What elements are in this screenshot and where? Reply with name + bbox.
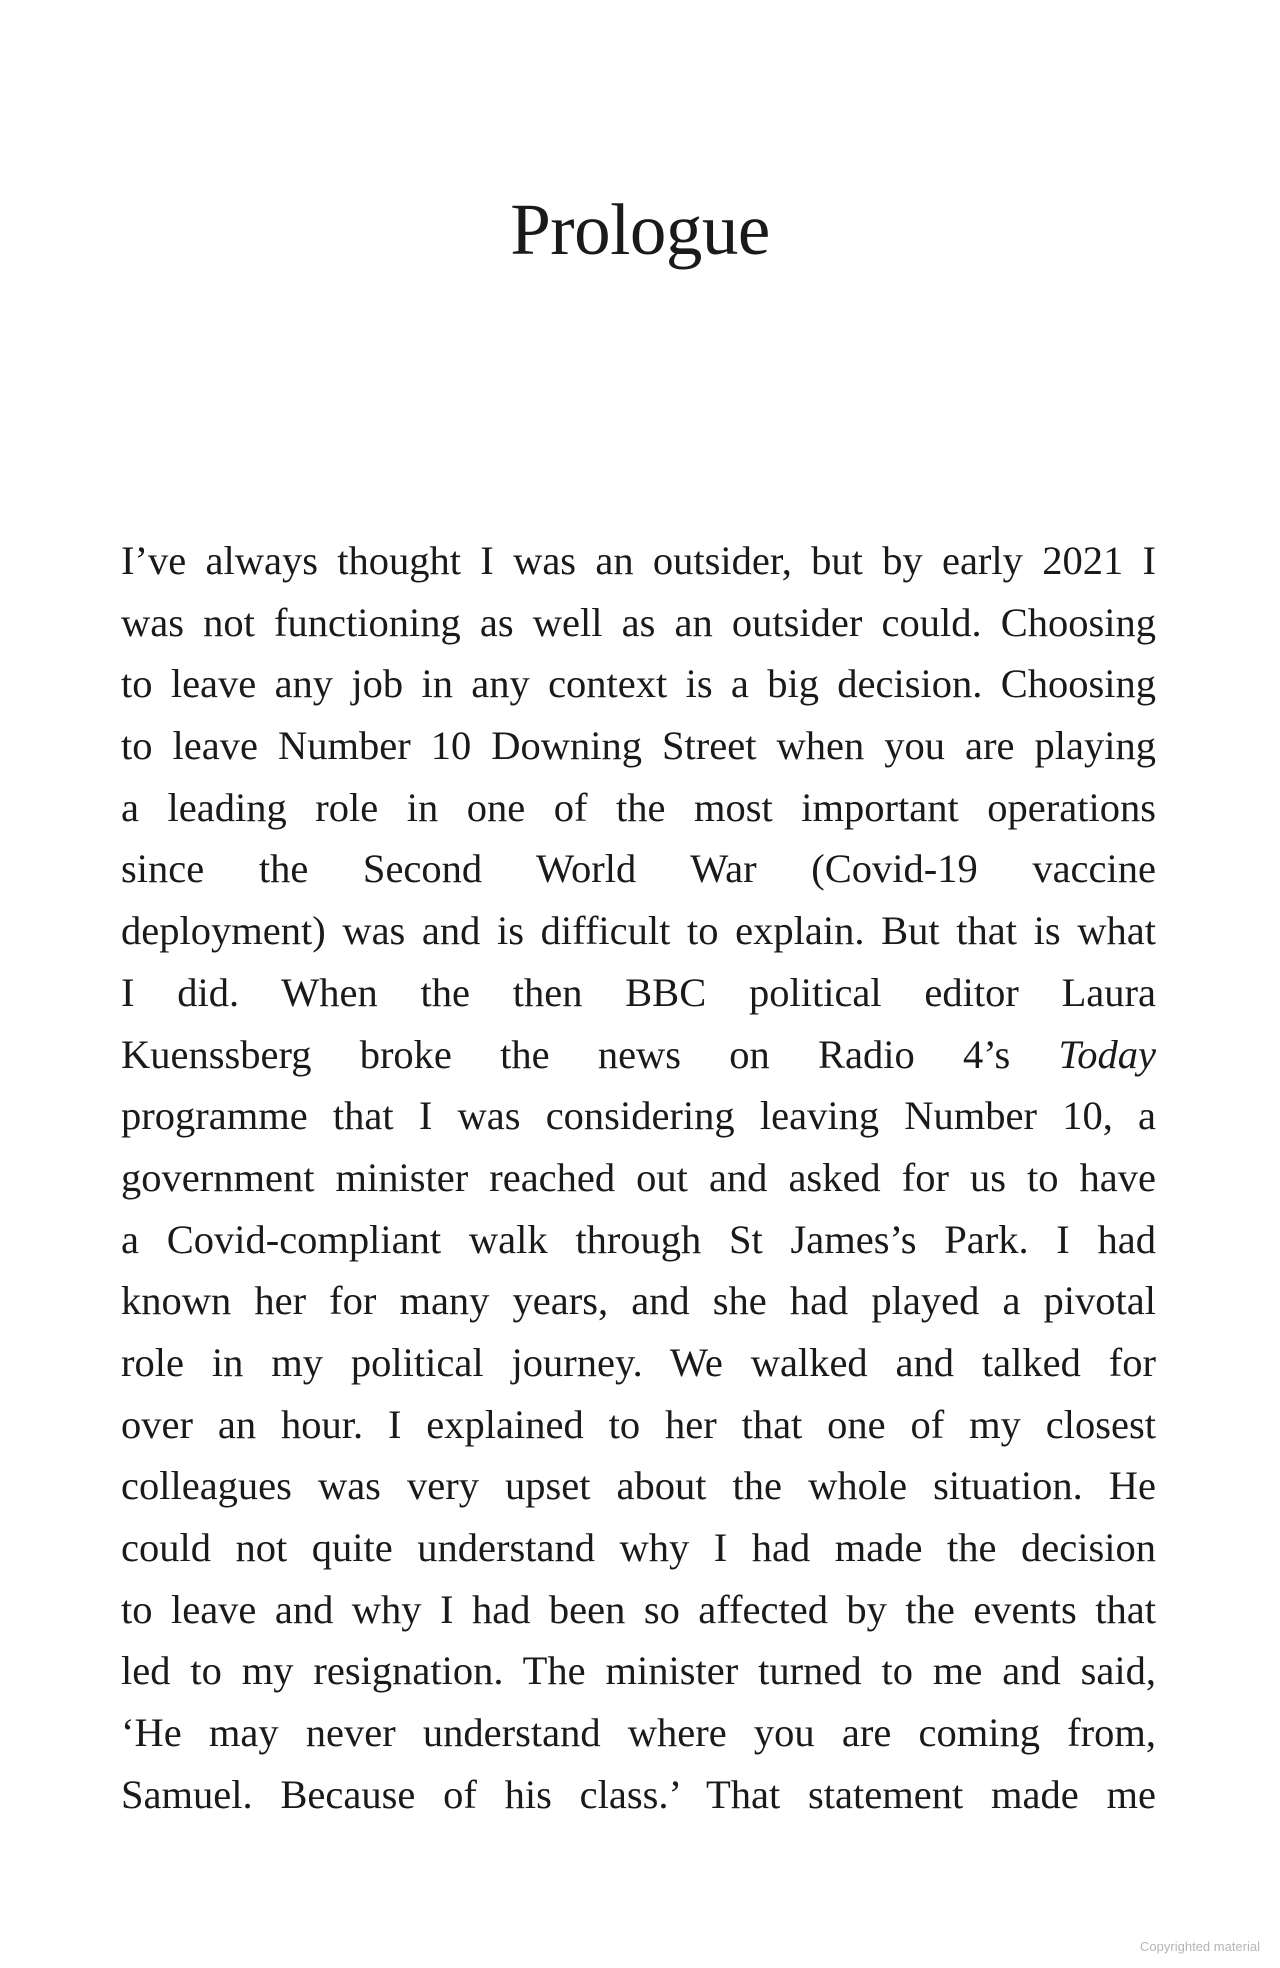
text-line: programme that I was considering leaving Number 10, a (121, 1093, 1156, 1139)
text-line: to leave any job in any context is a big decision. Choosing (121, 661, 1156, 707)
copyright-watermark: Copyrighted material (1140, 1939, 1260, 1954)
text-line: a Covid-compliant walk through St James’s Park. I had (121, 1216, 1156, 1262)
text-line: role in my political journey. We walked and talked for (121, 1339, 1156, 1385)
text-line: was not functioning as well as an outsider could. Choosing (121, 599, 1156, 645)
text-line: led to my resignation. The minister turned to me and said, (121, 1648, 1156, 1694)
italic-programme-title: Today (1058, 1031, 1157, 1077)
text-line: over an hour. I explained to her that one of my closest (121, 1401, 1156, 1447)
text-line: to leave and why I had been so affected by the events that (121, 1586, 1156, 1632)
text-line: government minister reached out and asked for us to have (121, 1154, 1156, 1200)
chapter-title: Prologue (510, 189, 770, 270)
text-line-with-italic (121, 1024, 1156, 1086)
text-line: Samuel. Because of his class.’ That statement made me (121, 1771, 1156, 1817)
text-line: deployment) was and is difficult to explain. But that is what (121, 908, 1156, 954)
text-line: since the Second World War (Covid-19 vaccine (121, 846, 1156, 892)
text-line: I did. When the then BBC political editor Laura (121, 969, 1156, 1015)
text-line: colleagues was very upset about the whole situation. He (121, 1463, 1156, 1509)
text-line: I’ve always thought I was an outsider, but by early 2021 I (121, 538, 1156, 583)
text-line: could not quite understand why I had made the decision (121, 1525, 1156, 1570)
text-segment: Kuenssberg broke the news on Radio 4’s (121, 1031, 1011, 1077)
prologue-body (121, 530, 1156, 1825)
text-line: a leading role in one of the most important operations (121, 784, 1156, 830)
text-line: ‘He may never understand where you are coming from, (121, 1710, 1156, 1756)
text-line: to leave Number 10 Downing Street when you are playing (121, 723, 1156, 769)
text-line: known her for many years, and she had played a pivotal (121, 1278, 1156, 1324)
